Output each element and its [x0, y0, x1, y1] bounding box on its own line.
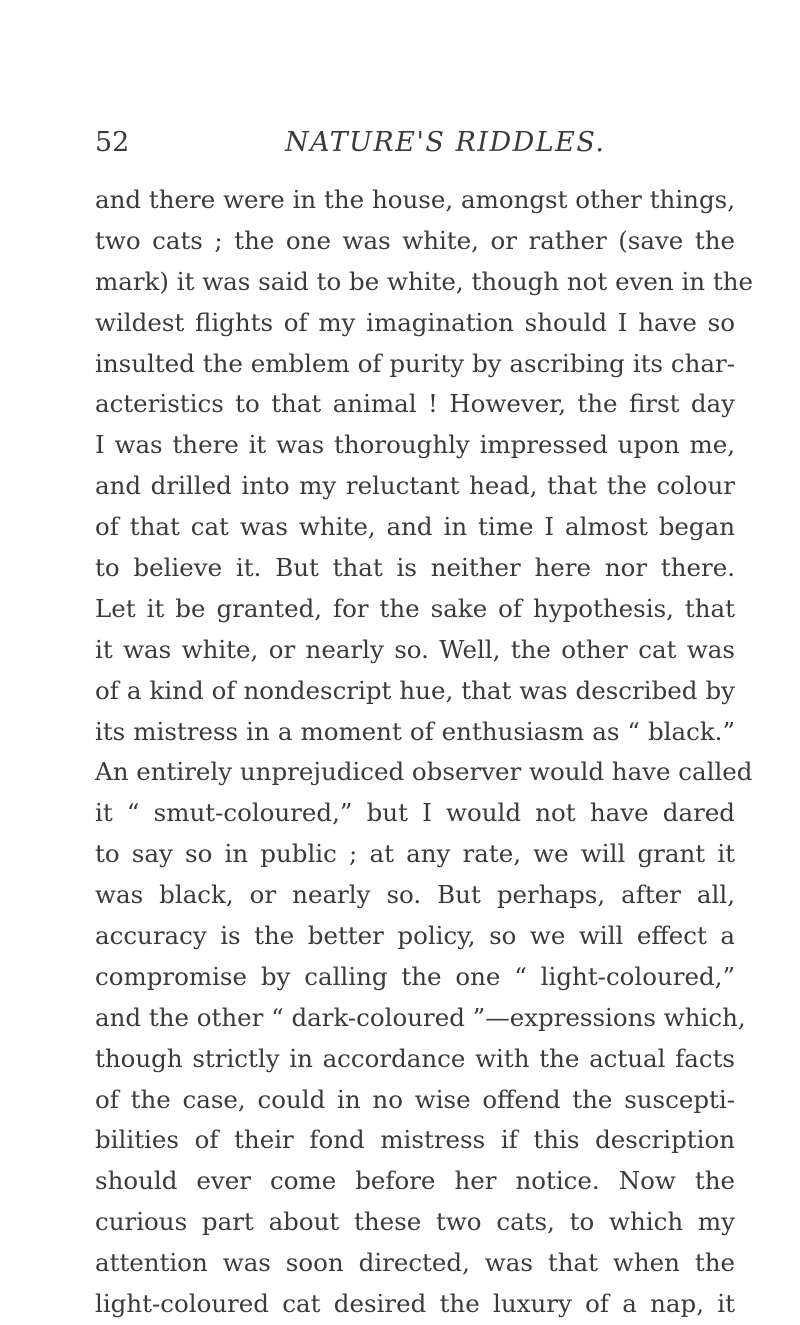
text-line: of the case, could in no wise offend the suscepti-: [95, 1084, 735, 1114]
text-line: was black, or nearly so. But perhaps, after all,: [95, 880, 735, 910]
body-text: [95, 180, 753, 1325]
text-line: Let it be granted, for the sake of hypothesis, that: [95, 593, 735, 623]
text-line: compromise by calling the one “ light-coloured,”: [95, 961, 735, 991]
text-line: to say so in public ; at any rate, we will grant it: [95, 839, 735, 869]
text-line: it “ smut-coloured,” but I would not have dared: [95, 798, 735, 828]
page-number: 52: [95, 127, 130, 158]
text-line: light-coloured cat desired the luxury of a nap, it: [95, 1289, 735, 1319]
text-line: its mistress in a moment of enthusiasm as “ black.”: [95, 716, 735, 746]
text-line: and the other “ dark-coloured ”—expressions which,: [95, 1002, 746, 1032]
text-line: two cats ; the one was white, or rather (save the: [95, 225, 735, 255]
text-line: I was there it was thoroughly impressed upon me,: [95, 430, 735, 460]
text-line: curious part about these two cats, to which my: [95, 1207, 735, 1237]
running-head: [95, 127, 735, 167]
text-line: should ever come before her notice. Now the: [95, 1166, 735, 1196]
text-line: insulted the emblem of purity by ascribing its char-: [95, 348, 735, 378]
text-line: An entirely unprejudiced observer would have called: [95, 757, 753, 787]
text-line: and drilled into my reluctant head, that the colour: [95, 471, 735, 501]
text-line: accuracy is the better policy, so we will effect a: [95, 921, 735, 951]
text-line: attention was soon directed, was that when the: [95, 1248, 735, 1278]
text-line: bilities of their fond mistress if this description: [95, 1125, 735, 1155]
text-line: wildest flights of my imagination should I have so: [95, 307, 735, 337]
text-line: of a kind of nondescript hue, that was described by: [95, 675, 735, 705]
text-line: and there were in the house, amongst other things,: [95, 185, 735, 214]
text-line: mark) it was said to be white, though not even in the: [95, 266, 753, 296]
running-title: NATURE'S RIDDLES.: [285, 127, 606, 158]
text-line: of that cat was white, and in time I almost began: [95, 512, 735, 542]
text-line: acteristics to that animal ! However, the first day: [95, 389, 735, 419]
text-line: to believe it. But that is neither here nor there.: [95, 553, 735, 583]
text-line: it was white, or nearly so. Well, the other cat was: [95, 634, 735, 664]
text-line: though strictly in accordance with the actual facts: [95, 1043, 735, 1073]
